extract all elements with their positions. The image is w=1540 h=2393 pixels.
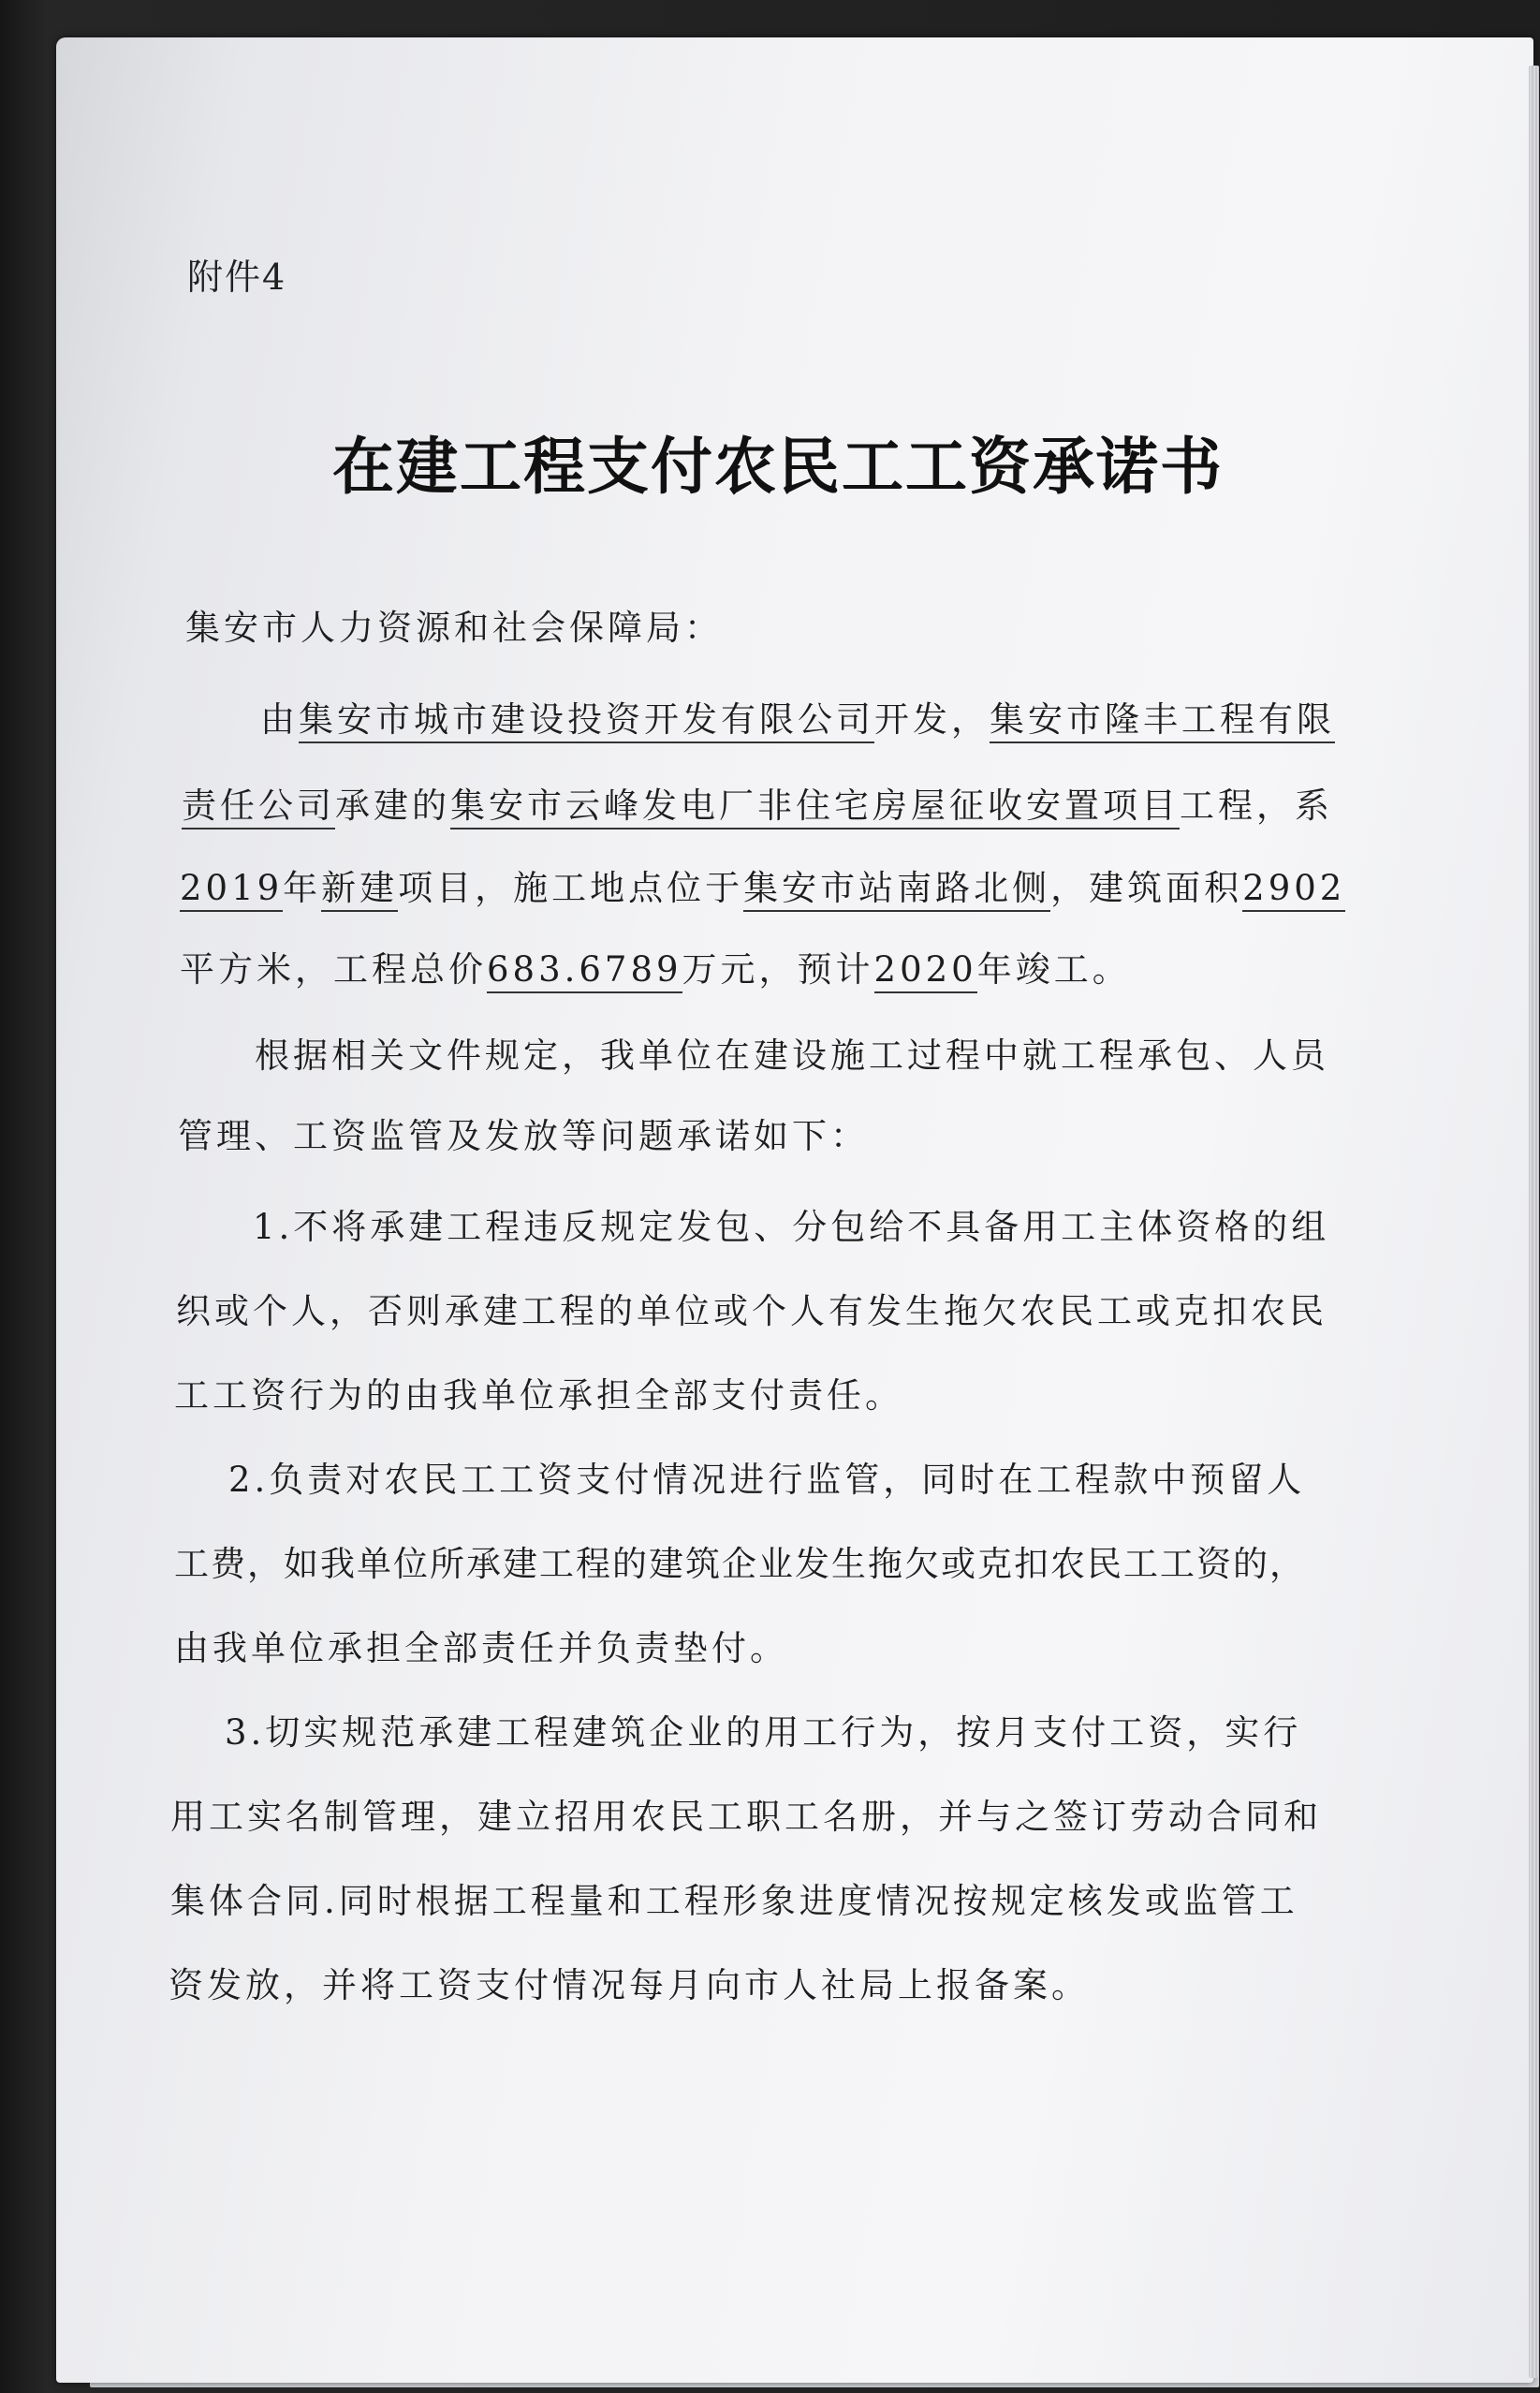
item2-line-1: 2.负责对农民工工资支付情况进行监管，同时在工程款中预留人 — [228, 1460, 1306, 1500]
intro-text: 年竣工。 — [976, 949, 1131, 990]
intro-text: 平方米，工程总价 — [180, 949, 487, 990]
completion-year: 2020 — [874, 949, 977, 993]
item3-line-2: 用工实名制管理，建立招用农民工职工名册，并与之签订劳动合同和 — [170, 1797, 1322, 1837]
item1-line-1: 1.不将承建工程违反规定发包、分包给不具备用工主体资格的组 — [253, 1207, 1330, 1247]
para2-line-1: 根据相关文件规定，我单位在建设施工过程中就工程承包、人员 — [255, 1035, 1329, 1076]
project-name: 集安市云峰发电厂非住宅房屋征收安置项目 — [450, 785, 1180, 829]
total-price: 683.6789 — [487, 949, 682, 993]
item2-line-3: 由我单位承担全部责任并负责垫付。 — [174, 1628, 788, 1668]
addressee: 集安市人力资源和社会保障局： — [185, 608, 723, 648]
project-year: 2019 — [180, 868, 283, 912]
item1-line-3: 工工资行为的由我单位承担全部支付责任。 — [174, 1375, 903, 1416]
stacked-page-edges — [1529, 66, 1538, 2378]
intro-text: 项目，施工地点位于 — [398, 868, 744, 908]
intro-line-1 — [260, 691, 1335, 741]
intro-text: 由 — [260, 699, 299, 740]
document-title: 在建工程支付农民工工资承诺书 — [332, 431, 1224, 503]
item3-line-1: 3.切实规范承建工程建筑企业的用工行为，按月支付工资，实行 — [225, 1712, 1302, 1753]
developer-name: 集安市城市建设投资开发有限公司 — [299, 699, 874, 743]
intro-line-4 — [180, 941, 1131, 991]
item2-line-2: 工费，如我单位所承建工程的建筑企业发生拖欠或克扣农民工工资的， — [174, 1544, 1306, 1584]
intro-text: 开发， — [874, 699, 990, 740]
item3-line-3: 集体合同.同时根据工程量和工程形象进度情况按规定核发或监管工 — [170, 1881, 1298, 1921]
project-location: 集安市站南路北侧 — [743, 868, 1050, 912]
intro-text: 工程，系 — [1180, 785, 1333, 826]
intro-text: 年 — [283, 868, 322, 908]
item1-line-2: 织或个人，否则承建工程的单位或个人有发生拖欠农民工或克扣农民 — [176, 1291, 1327, 1331]
intro-text: ，建筑面积 — [1050, 868, 1243, 908]
contractor-name: 集安市隆丰工程有限 — [990, 699, 1335, 743]
intro-line-3 — [180, 859, 1345, 910]
intro-line-2 — [182, 777, 1333, 828]
project-type: 新建 — [321, 868, 398, 912]
building-area: 2902 — [1242, 868, 1345, 912]
intro-text: 承建的 — [335, 785, 450, 826]
contractor-name: 责任公司 — [182, 785, 335, 829]
intro-text: 万元，预计 — [682, 949, 874, 990]
item3-line-4: 资发放，并将工资支付情况每月向市人社局上报备案。 — [169, 1965, 1090, 2005]
para2-line-2: 管理、工资监管及发放等问题承诺如下： — [178, 1116, 869, 1156]
attachment-label: 附件4 — [187, 257, 287, 298]
